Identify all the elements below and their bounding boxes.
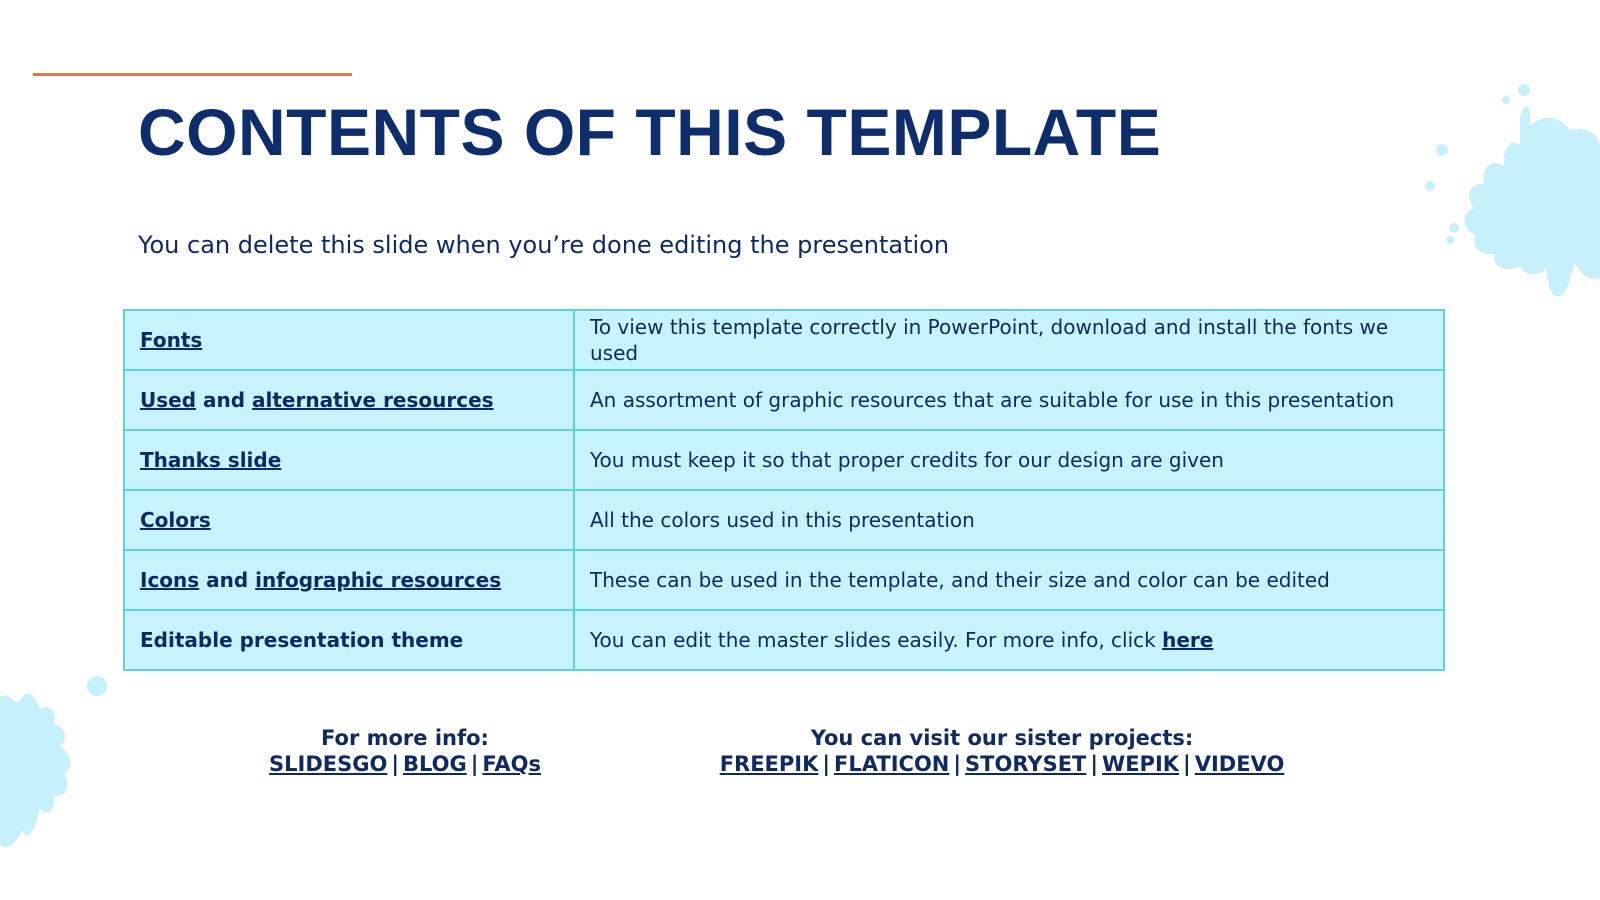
faqs-link[interactable]: FAQs [482,752,541,776]
sister-projects-heading: You can visit our sister projects: [810,726,1194,750]
link-separator: | [1090,752,1099,776]
joiner-text: and [199,568,256,592]
accent-line [33,73,352,76]
alternative-resources-link[interactable]: alternative resources [252,388,494,412]
resource-description-cell [574,610,1444,670]
storyset-link[interactable]: STORYSET [965,752,1087,776]
table-row [124,490,1444,550]
fonts-link[interactable]: Fonts [140,328,203,352]
resource-description-cell: To view this template correctly in PowerPoint, download and install the fonts we used [574,310,1444,370]
joiner-text: and [196,388,253,412]
page-subtitle: You can delete this slide when you’re done editing the presentation [138,231,950,259]
page-title: CONTENTS OF THIS TEMPLATE [138,95,1162,169]
table-row [124,370,1444,430]
resource-name-cell [124,490,574,550]
contents-table [123,309,1445,671]
more-info-links [205,751,605,777]
videvo-link[interactable]: VIDEVO [1194,752,1285,776]
link-separator: | [822,752,831,776]
resource-name-cell [124,310,574,370]
resource-description-cell: These can be used in the template, and their size and color can be edited [574,550,1444,610]
resource-description-cell: An assortment of graphic resources that are suitable for use in this presentation [574,370,1444,430]
link-separator: | [470,752,479,776]
wepik-link[interactable]: WEPIK [1102,752,1180,776]
paint-splash-icon [0,668,115,858]
editable-theme-label: Editable presentation theme [140,628,464,652]
table-row [124,610,1444,670]
sister-projects-section [702,725,1302,777]
table-row [124,310,1444,370]
blog-link[interactable]: BLOG [403,752,467,776]
resource-name-cell [124,370,574,430]
link-separator: | [953,752,962,776]
resource-description-cell: You must keep it so that proper credits for our design are given [574,430,1444,490]
paint-splash-icon [1420,78,1600,308]
more-info-heading: For more info: [321,726,489,750]
resource-name-cell [124,430,574,490]
link-separator: | [391,752,400,776]
resource-name-cell [124,550,574,610]
link-separator: | [1183,752,1191,776]
icons-link[interactable]: Icons [140,568,200,592]
master-slides-text: You can edit the master slides easily. For more info, click [590,628,1163,652]
infographic-resources-link[interactable]: infographic resources [255,568,502,592]
sister-projects-links [702,751,1302,777]
freepik-link[interactable]: FREEPIK [719,752,819,776]
table-row [124,550,1444,610]
more-info-section [205,725,605,777]
resource-name-cell [124,610,574,670]
here-link[interactable]: here [1162,628,1214,652]
flaticon-link[interactable]: FLATICON [834,752,950,776]
resource-description-cell: All the colors used in this presentation [574,490,1444,550]
table-row [124,430,1444,490]
slidesgo-link[interactable]: SLIDESGO [269,752,388,776]
thanks-slide-link[interactable]: Thanks slide [140,448,282,472]
used-resources-link[interactable]: Used [140,388,197,412]
colors-link[interactable]: Colors [140,508,211,532]
